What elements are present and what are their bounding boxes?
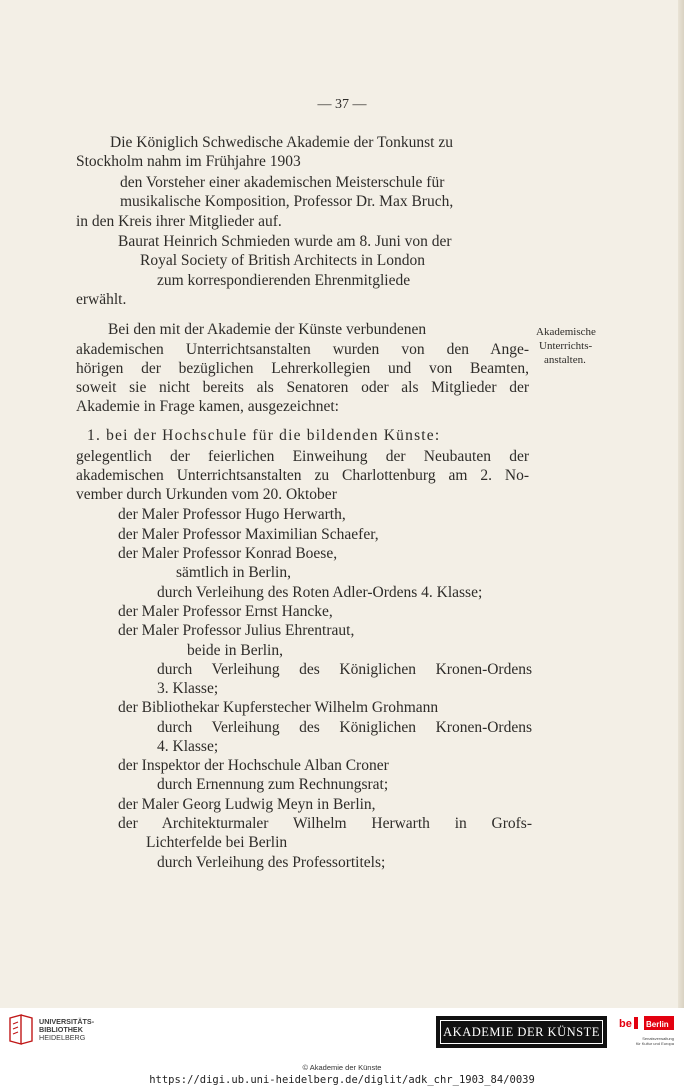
text-line-28: 3. Klasse;: [157, 680, 219, 697]
text-line-17: akademischen Unterrichtsanstalten zu Charlottenburg am 2. No-: [76, 467, 529, 484]
text-line-31: 4. Klasse;: [157, 738, 219, 755]
text-line-9: erwählt.: [76, 291, 127, 308]
university-library-logo-icon: [8, 1014, 34, 1046]
text-line-36: Lichterfelde bei Berlin: [146, 834, 288, 851]
text-line-20: der Maler Professor Maximilian Schaefer,: [118, 526, 379, 543]
akademie-logo-text: AKADEMIE DER KÜNSTE: [440, 1020, 603, 1044]
text-line-3: den Vorsteher einer akademischen Meisterschule für: [120, 174, 445, 191]
text-line-27: durch Verleihung des Königlichen Kronen-Ordens: [157, 661, 532, 678]
text-line-30: durch Verleihung des Königlichen Kronen-Ordens: [157, 719, 532, 736]
margin-note-line-1: Akademische: [536, 326, 596, 338]
copyright-notice: © Akademie der Künste: [302, 1063, 382, 1072]
text-line-5: in den Kreis ihrer Mitglieder auf.: [76, 213, 282, 230]
text-line-32: der Inspektor der Hochschule Alban Croner: [118, 757, 389, 774]
text-line-34: der Maler Georg Ludwig Meyn in Berlin,: [118, 796, 376, 813]
text-line-35: der Architekturmaler Wilhelm Herwarth in Grofs-: [118, 815, 532, 832]
text-line-22: sämtlich in Berlin,: [176, 564, 291, 581]
text-line-4: musikalische Komposition, Professor Dr. Max Bruch,: [120, 193, 454, 210]
text-line-23: durch Verleihung des Roten Adler-Ordens 4. Klasse;: [157, 584, 483, 601]
text-line-6: Baurat Heinrich Schmieden wurde am 8. Juni von der: [118, 233, 452, 250]
text-line-2: Stockholm nahm im Frühjahre 1903: [76, 153, 301, 170]
ub-text-line-3: HEIDELBERG: [39, 1033, 86, 1042]
text-line-26: beide in Berlin,: [187, 642, 283, 659]
ub-text-line-1: UNIVERSITÄTS-: [39, 1017, 95, 1026]
text-line-1: Die Königlich Schwedische Akademie der Tonkunst zu: [110, 134, 453, 151]
text-line-12: hörigen der bezüglichen Lehrerkollegien und von Beamten,: [76, 360, 529, 377]
margin-note-line-3: anstalten.: [544, 354, 586, 366]
berlin-subtext-line-2: für Kultur und Europa: [635, 1041, 674, 1046]
permalink-url[interactable]: https://digi.ub.uni-heidelberg.de/diglit/adk_chr_1903_84/0039: [149, 1074, 535, 1086]
text-line-10: Bei den mit der Akademie der Künste verbundenen: [108, 321, 427, 338]
text-line-21: der Maler Professor Konrad Boese,: [118, 545, 338, 562]
text-line-19: der Maler Professor Hugo Herwarth,: [118, 506, 346, 523]
page-edge-shadow: [678, 0, 684, 1008]
page-number: — 37 —: [317, 97, 367, 112]
berlin-subtext-line-1: Senatsverwaltung: [642, 1036, 674, 1041]
text-line-25: der Maler Professor Julius Ehrentraut,: [118, 622, 355, 639]
text-line-37: durch Verleihung des Professortitels;: [157, 854, 386, 871]
text-line-13: soweit sie nicht bereits als Senatoren oder als Mitglieder der: [76, 379, 529, 396]
text-line-14: Akademie in Frage kamen, ausgezeichnet:: [76, 398, 339, 415]
section-heading: 1. bei der Hochschule für die bildenden Künste:: [87, 427, 441, 444]
text-line-24: der Maler Professor Ernst Hancke,: [118, 603, 333, 620]
text-line-8: zum korrespondierenden Ehrenmitgliede: [157, 272, 411, 289]
text-line-29: der Bibliothekar Kupferstecher Wilhelm Grohmann: [118, 699, 439, 716]
svg-text:Berlin: Berlin: [646, 1020, 669, 1029]
ub-text-line-2: BIBLIOTHEK: [39, 1025, 83, 1034]
margin-note-line-2: Unterrichts-: [539, 340, 593, 352]
text-line-18: vember durch Urkunden vom 20. Oktober: [76, 486, 337, 503]
text-line-16: gelegentlich der feierlichen Einweihung der Neubauten der: [76, 448, 529, 465]
text-line-7: Royal Society of British Architects in London: [140, 252, 425, 269]
text-line-11: akademischen Unterrichtsanstalten wurden von den Ange-: [76, 341, 529, 358]
svg-text:be: be: [619, 1018, 632, 1030]
text-line-33: durch Ernennung zum Rechnungsrat;: [157, 776, 389, 793]
